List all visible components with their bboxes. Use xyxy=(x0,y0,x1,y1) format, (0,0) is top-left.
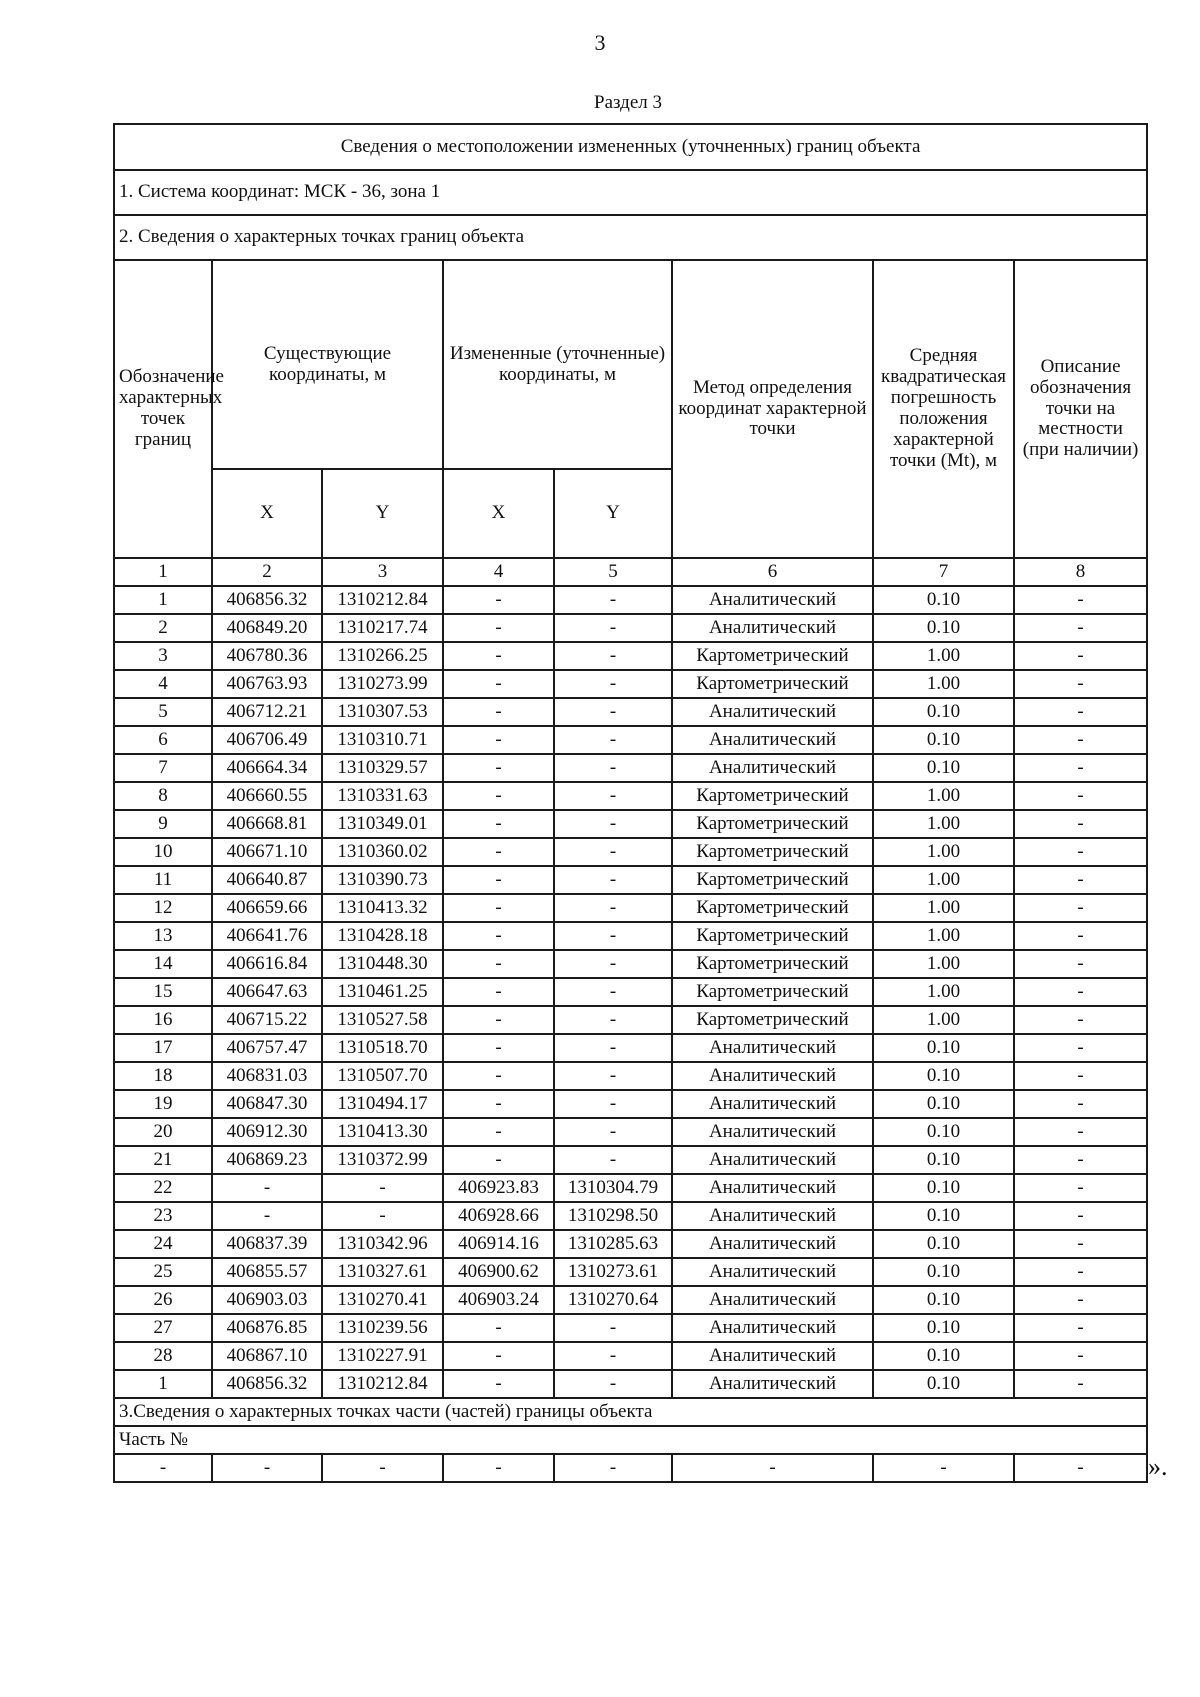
table-row xyxy=(114,1062,1147,1090)
existing-y-cell: - xyxy=(322,1202,443,1230)
point-number-cell: 28 xyxy=(114,1342,212,1370)
changed-y-cell: - xyxy=(554,922,672,950)
existing-y-cell: 1310217.74 xyxy=(322,614,443,642)
description-cell: - xyxy=(1014,642,1147,670)
point-number-cell: 18 xyxy=(114,1062,212,1090)
header-changed-coords: Измененные (уточненные) координаты, м xyxy=(443,260,672,469)
existing-x-cell: 406831.03 xyxy=(212,1062,322,1090)
existing-x-cell: 406660.55 xyxy=(212,782,322,810)
error-cell: 1.00 xyxy=(873,950,1014,978)
existing-x-cell: 406640.87 xyxy=(212,866,322,894)
error-cell: 0.10 xyxy=(873,1370,1014,1398)
existing-y-cell: 1310212.84 xyxy=(322,1370,443,1398)
method-cell: Аналитический xyxy=(672,1230,873,1258)
table-row xyxy=(114,698,1147,726)
description-cell: - xyxy=(1014,950,1147,978)
description-cell: - xyxy=(1014,1146,1147,1174)
point-number-cell: 5 xyxy=(114,698,212,726)
point-number-cell: 1 xyxy=(114,1370,212,1398)
changed-x-cell: - xyxy=(443,670,554,698)
changed-x-cell: - xyxy=(443,1062,554,1090)
error-cell: 0.10 xyxy=(873,586,1014,614)
header-changed-y: Y xyxy=(554,469,672,558)
empty-cell: - xyxy=(212,1454,322,1482)
changed-x-cell: - xyxy=(443,1118,554,1146)
description-cell: - xyxy=(1014,894,1147,922)
table-row xyxy=(114,950,1147,978)
changed-x-cell: - xyxy=(443,1090,554,1118)
table-row xyxy=(114,670,1147,698)
point-number-cell: 9 xyxy=(114,810,212,838)
description-cell: - xyxy=(1014,1286,1147,1314)
changed-x-cell: - xyxy=(443,922,554,950)
existing-x-cell: 406847.30 xyxy=(212,1090,322,1118)
existing-x-cell: 406763.93 xyxy=(212,670,322,698)
changed-x-cell: 406900.62 xyxy=(443,1258,554,1286)
changed-x-cell: - xyxy=(443,1370,554,1398)
point-number-cell: 16 xyxy=(114,1006,212,1034)
changed-x-cell: - xyxy=(443,1314,554,1342)
method-cell: Аналитический xyxy=(672,1314,873,1342)
changed-y-cell: - xyxy=(554,586,672,614)
changed-y-cell: - xyxy=(554,1146,672,1174)
existing-x-cell: 406712.21 xyxy=(212,698,322,726)
changed-y-cell: - xyxy=(554,642,672,670)
closing-quote-mark: ». xyxy=(1148,1452,1168,1481)
table-row xyxy=(114,1258,1147,1286)
existing-x-cell: 406780.36 xyxy=(212,642,322,670)
error-cell: 0.10 xyxy=(873,614,1014,642)
changed-x-cell: - xyxy=(443,866,554,894)
method-cell: Аналитический xyxy=(672,1034,873,1062)
error-cell: 1.00 xyxy=(873,978,1014,1006)
description-cell: - xyxy=(1014,1090,1147,1118)
changed-y-cell: 1310285.63 xyxy=(554,1230,672,1258)
changed-y-cell: 1310304.79 xyxy=(554,1174,672,1202)
changed-x-cell: 406903.24 xyxy=(443,1286,554,1314)
error-cell: 0.10 xyxy=(873,1034,1014,1062)
error-cell: 1.00 xyxy=(873,838,1014,866)
table-row xyxy=(114,838,1147,866)
error-cell: 1.00 xyxy=(873,922,1014,950)
table-row xyxy=(114,642,1147,670)
changed-x-cell: - xyxy=(443,1342,554,1370)
description-cell: - xyxy=(1014,978,1147,1006)
existing-x-cell: 406856.32 xyxy=(212,586,322,614)
existing-y-cell: 1310331.63 xyxy=(322,782,443,810)
page-number: 3 xyxy=(594,30,606,55)
error-cell: 0.10 xyxy=(873,1062,1014,1090)
changed-y-cell: 1310273.61 xyxy=(554,1258,672,1286)
point-number-cell: 24 xyxy=(114,1230,212,1258)
existing-y-cell: 1310239.56 xyxy=(322,1314,443,1342)
changed-x-cell: - xyxy=(443,642,554,670)
description-cell: - xyxy=(1014,698,1147,726)
description-cell: - xyxy=(1014,838,1147,866)
method-cell: Картометрический xyxy=(672,782,873,810)
existing-x-cell: 406903.03 xyxy=(212,1286,322,1314)
existing-y-cell: 1310448.30 xyxy=(322,950,443,978)
description-cell: - xyxy=(1014,586,1147,614)
changed-y-cell: - xyxy=(554,1370,672,1398)
point-number-cell: 22 xyxy=(114,1174,212,1202)
column-index: 3 xyxy=(322,558,443,586)
changed-y-cell: - xyxy=(554,866,672,894)
header-existing-y: Y xyxy=(322,469,443,558)
table-title: Сведения о местоположении измененных (уточненных) границ объекта xyxy=(114,124,1147,170)
point-number-cell: 17 xyxy=(114,1034,212,1062)
table-row xyxy=(114,894,1147,922)
header-changed-x: X xyxy=(443,469,554,558)
point-number-cell: 15 xyxy=(114,978,212,1006)
method-cell: Аналитический xyxy=(672,1062,873,1090)
error-cell: 0.10 xyxy=(873,1230,1014,1258)
error-cell: 1.00 xyxy=(873,642,1014,670)
point-number-cell: 19 xyxy=(114,1090,212,1118)
method-cell: Картометрический xyxy=(672,950,873,978)
existing-y-cell: 1310494.17 xyxy=(322,1090,443,1118)
error-cell: 0.10 xyxy=(873,1118,1014,1146)
existing-y-cell: 1310390.73 xyxy=(322,866,443,894)
point-number-cell: 4 xyxy=(114,670,212,698)
changed-y-cell: - xyxy=(554,1090,672,1118)
description-cell: - xyxy=(1014,726,1147,754)
changed-x-cell: - xyxy=(443,782,554,810)
existing-y-cell: - xyxy=(322,1174,443,1202)
point-number-cell: 27 xyxy=(114,1314,212,1342)
method-cell: Картометрический xyxy=(672,978,873,1006)
point-number-cell: 13 xyxy=(114,922,212,950)
table-row xyxy=(114,754,1147,782)
changed-x-cell: 406928.66 xyxy=(443,1202,554,1230)
point-number-cell: 23 xyxy=(114,1202,212,1230)
method-cell: Аналитический xyxy=(672,1118,873,1146)
error-cell: 0.10 xyxy=(873,1174,1014,1202)
changed-y-cell: - xyxy=(554,838,672,866)
point-number-cell: 20 xyxy=(114,1118,212,1146)
existing-x-cell: 406849.20 xyxy=(212,614,322,642)
error-cell: 0.10 xyxy=(873,1342,1014,1370)
changed-y-cell: - xyxy=(554,1118,672,1146)
existing-x-cell: 406671.10 xyxy=(212,838,322,866)
error-cell: 1.00 xyxy=(873,1006,1014,1034)
column-index: 4 xyxy=(443,558,554,586)
description-cell: - xyxy=(1014,1174,1147,1202)
point-number-cell: 1 xyxy=(114,586,212,614)
table-row xyxy=(114,1314,1147,1342)
changed-x-cell: - xyxy=(443,698,554,726)
changed-y-cell: - xyxy=(554,754,672,782)
point-number-cell: 21 xyxy=(114,1146,212,1174)
table-row xyxy=(114,614,1147,642)
empty-cell: - xyxy=(443,1454,554,1482)
existing-x-cell: 406659.66 xyxy=(212,894,322,922)
description-cell: - xyxy=(1014,1034,1147,1062)
existing-y-cell: 1310413.30 xyxy=(322,1118,443,1146)
description-cell: - xyxy=(1014,1118,1147,1146)
column-index: 8 xyxy=(1014,558,1147,586)
empty-part-row xyxy=(114,1454,1147,1482)
changed-y-cell: - xyxy=(554,894,672,922)
changed-y-cell: - xyxy=(554,698,672,726)
existing-y-cell: 1310212.84 xyxy=(322,586,443,614)
changed-x-cell: - xyxy=(443,810,554,838)
changed-x-cell: - xyxy=(443,978,554,1006)
point-number-cell: 11 xyxy=(114,866,212,894)
description-cell: - xyxy=(1014,1258,1147,1286)
existing-y-cell: 1310428.18 xyxy=(322,922,443,950)
empty-cell: - xyxy=(554,1454,672,1482)
changed-x-cell: - xyxy=(443,894,554,922)
existing-x-cell: 406641.76 xyxy=(212,922,322,950)
existing-y-cell: 1310310.71 xyxy=(322,726,443,754)
table-row xyxy=(114,1034,1147,1062)
method-cell: Картометрический xyxy=(672,894,873,922)
error-cell: 0.10 xyxy=(873,1090,1014,1118)
column-index: 1 xyxy=(114,558,212,586)
method-cell: Картометрический xyxy=(672,1006,873,1034)
table-row xyxy=(114,1006,1147,1034)
existing-y-cell: 1310227.91 xyxy=(322,1342,443,1370)
description-cell: - xyxy=(1014,1202,1147,1230)
existing-x-cell: 406876.85 xyxy=(212,1314,322,1342)
changed-x-cell: - xyxy=(443,754,554,782)
existing-x-cell: 406664.34 xyxy=(212,754,322,782)
existing-x-cell: 406757.47 xyxy=(212,1034,322,1062)
error-cell: 0.10 xyxy=(873,1286,1014,1314)
existing-y-cell: 1310507.70 xyxy=(322,1062,443,1090)
error-cell: 0.10 xyxy=(873,1258,1014,1286)
error-cell: 0.10 xyxy=(873,1314,1014,1342)
method-cell: Картометрический xyxy=(672,642,873,670)
description-cell: - xyxy=(1014,754,1147,782)
method-cell: Аналитический xyxy=(672,726,873,754)
changed-y-cell: - xyxy=(554,1034,672,1062)
method-cell: Аналитический xyxy=(672,614,873,642)
description-cell: - xyxy=(1014,670,1147,698)
error-cell: 1.00 xyxy=(873,670,1014,698)
existing-y-cell: 1310266.25 xyxy=(322,642,443,670)
existing-y-cell: 1310327.61 xyxy=(322,1258,443,1286)
point-number-cell: 8 xyxy=(114,782,212,810)
error-cell: 0.10 xyxy=(873,698,1014,726)
method-cell: Картометрический xyxy=(672,670,873,698)
empty-cell: - xyxy=(322,1454,443,1482)
existing-y-cell: 1310372.99 xyxy=(322,1146,443,1174)
table-row xyxy=(114,726,1147,754)
column-index: 7 xyxy=(873,558,1014,586)
point-number-cell: 25 xyxy=(114,1258,212,1286)
changed-x-cell: - xyxy=(443,726,554,754)
changed-x-cell: - xyxy=(443,1034,554,1062)
description-cell: - xyxy=(1014,1062,1147,1090)
column-index: 6 xyxy=(672,558,873,586)
empty-cell: - xyxy=(672,1454,873,1482)
empty-cell: - xyxy=(114,1454,212,1482)
column-index-row xyxy=(114,558,1147,586)
point-number-cell: 2 xyxy=(114,614,212,642)
changed-x-cell: 406914.16 xyxy=(443,1230,554,1258)
method-cell: Аналитический xyxy=(672,1370,873,1398)
table-row xyxy=(114,1090,1147,1118)
existing-x-cell: 406616.84 xyxy=(212,950,322,978)
description-cell: - xyxy=(1014,614,1147,642)
boundary-table xyxy=(113,123,1148,1483)
existing-x-cell: - xyxy=(212,1202,322,1230)
changed-y-cell: - xyxy=(554,670,672,698)
description-cell: - xyxy=(1014,866,1147,894)
empty-cell: - xyxy=(1014,1454,1147,1482)
existing-y-cell: 1310307.53 xyxy=(322,698,443,726)
table-row xyxy=(114,866,1147,894)
column-index: 2 xyxy=(212,558,322,586)
existing-x-cell: 406855.57 xyxy=(212,1258,322,1286)
error-cell: 0.10 xyxy=(873,1146,1014,1174)
table-row xyxy=(114,1230,1147,1258)
existing-x-cell: 406706.49 xyxy=(212,726,322,754)
point-number-cell: 6 xyxy=(114,726,212,754)
existing-x-cell: 406837.39 xyxy=(212,1230,322,1258)
table-row xyxy=(114,1174,1147,1202)
header-description: Описание обозначения точки на местности (при наличии) xyxy=(1014,260,1147,558)
table-row xyxy=(114,1370,1147,1398)
header-existing-x: X xyxy=(212,469,322,558)
existing-x-cell: - xyxy=(212,1174,322,1202)
changed-x-cell: - xyxy=(443,950,554,978)
existing-x-cell: 406647.63 xyxy=(212,978,322,1006)
table-row xyxy=(114,1202,1147,1230)
method-cell: Аналитический xyxy=(672,1286,873,1314)
existing-x-cell: 406912.30 xyxy=(212,1118,322,1146)
changed-y-cell: - xyxy=(554,1314,672,1342)
changed-y-cell: - xyxy=(554,1342,672,1370)
description-cell: - xyxy=(1014,922,1147,950)
changed-y-cell: 1310298.50 xyxy=(554,1202,672,1230)
existing-y-cell: 1310360.02 xyxy=(322,838,443,866)
point-number-cell: 12 xyxy=(114,894,212,922)
description-cell: - xyxy=(1014,810,1147,838)
point-number-cell: 7 xyxy=(114,754,212,782)
header-method: Метод определения координат характерной точки xyxy=(672,260,873,558)
changed-x-cell: - xyxy=(443,838,554,866)
header-existing-coords: Существующие координаты, м xyxy=(212,260,443,469)
error-cell: 0.10 xyxy=(873,1202,1014,1230)
table-row xyxy=(114,978,1147,1006)
existing-x-cell: 406715.22 xyxy=(212,1006,322,1034)
changed-y-cell: 1310270.64 xyxy=(554,1286,672,1314)
changed-y-cell: - xyxy=(554,1062,672,1090)
error-cell: 0.10 xyxy=(873,726,1014,754)
table-row xyxy=(114,586,1147,614)
existing-x-cell: 406869.23 xyxy=(212,1146,322,1174)
changed-y-cell: - xyxy=(554,810,672,838)
table-row xyxy=(114,922,1147,950)
header-error: Средняя квадратическая погрешность положения характерной точки (Mt), м xyxy=(873,260,1014,558)
method-cell: Аналитический xyxy=(672,1090,873,1118)
point-number-cell: 26 xyxy=(114,1286,212,1314)
changed-y-cell: - xyxy=(554,1006,672,1034)
coordinate-system: 1. Система координат: МСК - 36, зона 1 xyxy=(114,170,1147,215)
existing-y-cell: 1310329.57 xyxy=(322,754,443,782)
table-row xyxy=(114,1118,1147,1146)
method-cell: Аналитический xyxy=(672,754,873,782)
method-cell: Аналитический xyxy=(672,1342,873,1370)
method-cell: Картометрический xyxy=(672,838,873,866)
changed-y-cell: - xyxy=(554,978,672,1006)
existing-y-cell: 1310527.58 xyxy=(322,1006,443,1034)
changed-y-cell: - xyxy=(554,726,672,754)
column-index: 5 xyxy=(554,558,672,586)
existing-x-cell: 406867.10 xyxy=(212,1342,322,1370)
changed-y-cell: - xyxy=(554,614,672,642)
description-cell: - xyxy=(1014,1314,1147,1342)
parts-section-title: 3.Сведения о характерных точках части (частей) границы объекта xyxy=(114,1398,1147,1426)
description-cell: - xyxy=(1014,1342,1147,1370)
error-cell: 1.00 xyxy=(873,894,1014,922)
header-point-designation: Обозначение характерных точек границ xyxy=(114,260,212,558)
description-cell: - xyxy=(1014,1370,1147,1398)
changed-x-cell: - xyxy=(443,1006,554,1034)
changed-x-cell: - xyxy=(443,614,554,642)
existing-y-cell: 1310342.96 xyxy=(322,1230,443,1258)
table-row xyxy=(114,782,1147,810)
method-cell: Картометрический xyxy=(672,866,873,894)
existing-y-cell: 1310349.01 xyxy=(322,810,443,838)
method-cell: Картометрический xyxy=(672,810,873,838)
changed-y-cell: - xyxy=(554,950,672,978)
method-cell: Аналитический xyxy=(672,1202,873,1230)
part-number-label: Часть № xyxy=(114,1426,1147,1454)
existing-y-cell: 1310270.41 xyxy=(322,1286,443,1314)
changed-x-cell: - xyxy=(443,1146,554,1174)
section-title: Раздел 3 xyxy=(594,92,662,113)
point-number-cell: 14 xyxy=(114,950,212,978)
method-cell: Аналитический xyxy=(672,1146,873,1174)
error-cell: 1.00 xyxy=(873,866,1014,894)
table-row xyxy=(114,1342,1147,1370)
error-cell: 1.00 xyxy=(873,782,1014,810)
error-cell: 0.10 xyxy=(873,754,1014,782)
existing-y-cell: 1310461.25 xyxy=(322,978,443,1006)
existing-y-cell: 1310413.32 xyxy=(322,894,443,922)
empty-cell: - xyxy=(873,1454,1014,1482)
description-cell: - xyxy=(1014,1230,1147,1258)
method-cell: Аналитический xyxy=(672,1258,873,1286)
method-cell: Аналитический xyxy=(672,586,873,614)
method-cell: Аналитический xyxy=(672,1174,873,1202)
existing-y-cell: 1310273.99 xyxy=(322,670,443,698)
existing-x-cell: 406668.81 xyxy=(212,810,322,838)
table-row xyxy=(114,1286,1147,1314)
points-section-title: 2. Сведения о характерных точках границ объекта xyxy=(114,215,1147,260)
method-cell: Аналитический xyxy=(672,698,873,726)
description-cell: - xyxy=(1014,1006,1147,1034)
table-row xyxy=(114,1146,1147,1174)
point-number-cell: 10 xyxy=(114,838,212,866)
table-row xyxy=(114,810,1147,838)
point-number-cell: 3 xyxy=(114,642,212,670)
existing-x-cell: 406856.32 xyxy=(212,1370,322,1398)
changed-x-cell: 406923.83 xyxy=(443,1174,554,1202)
error-cell: 1.00 xyxy=(873,810,1014,838)
description-cell: - xyxy=(1014,782,1147,810)
changed-y-cell: - xyxy=(554,782,672,810)
changed-x-cell: - xyxy=(443,586,554,614)
existing-y-cell: 1310518.70 xyxy=(322,1034,443,1062)
method-cell: Картометрический xyxy=(672,922,873,950)
